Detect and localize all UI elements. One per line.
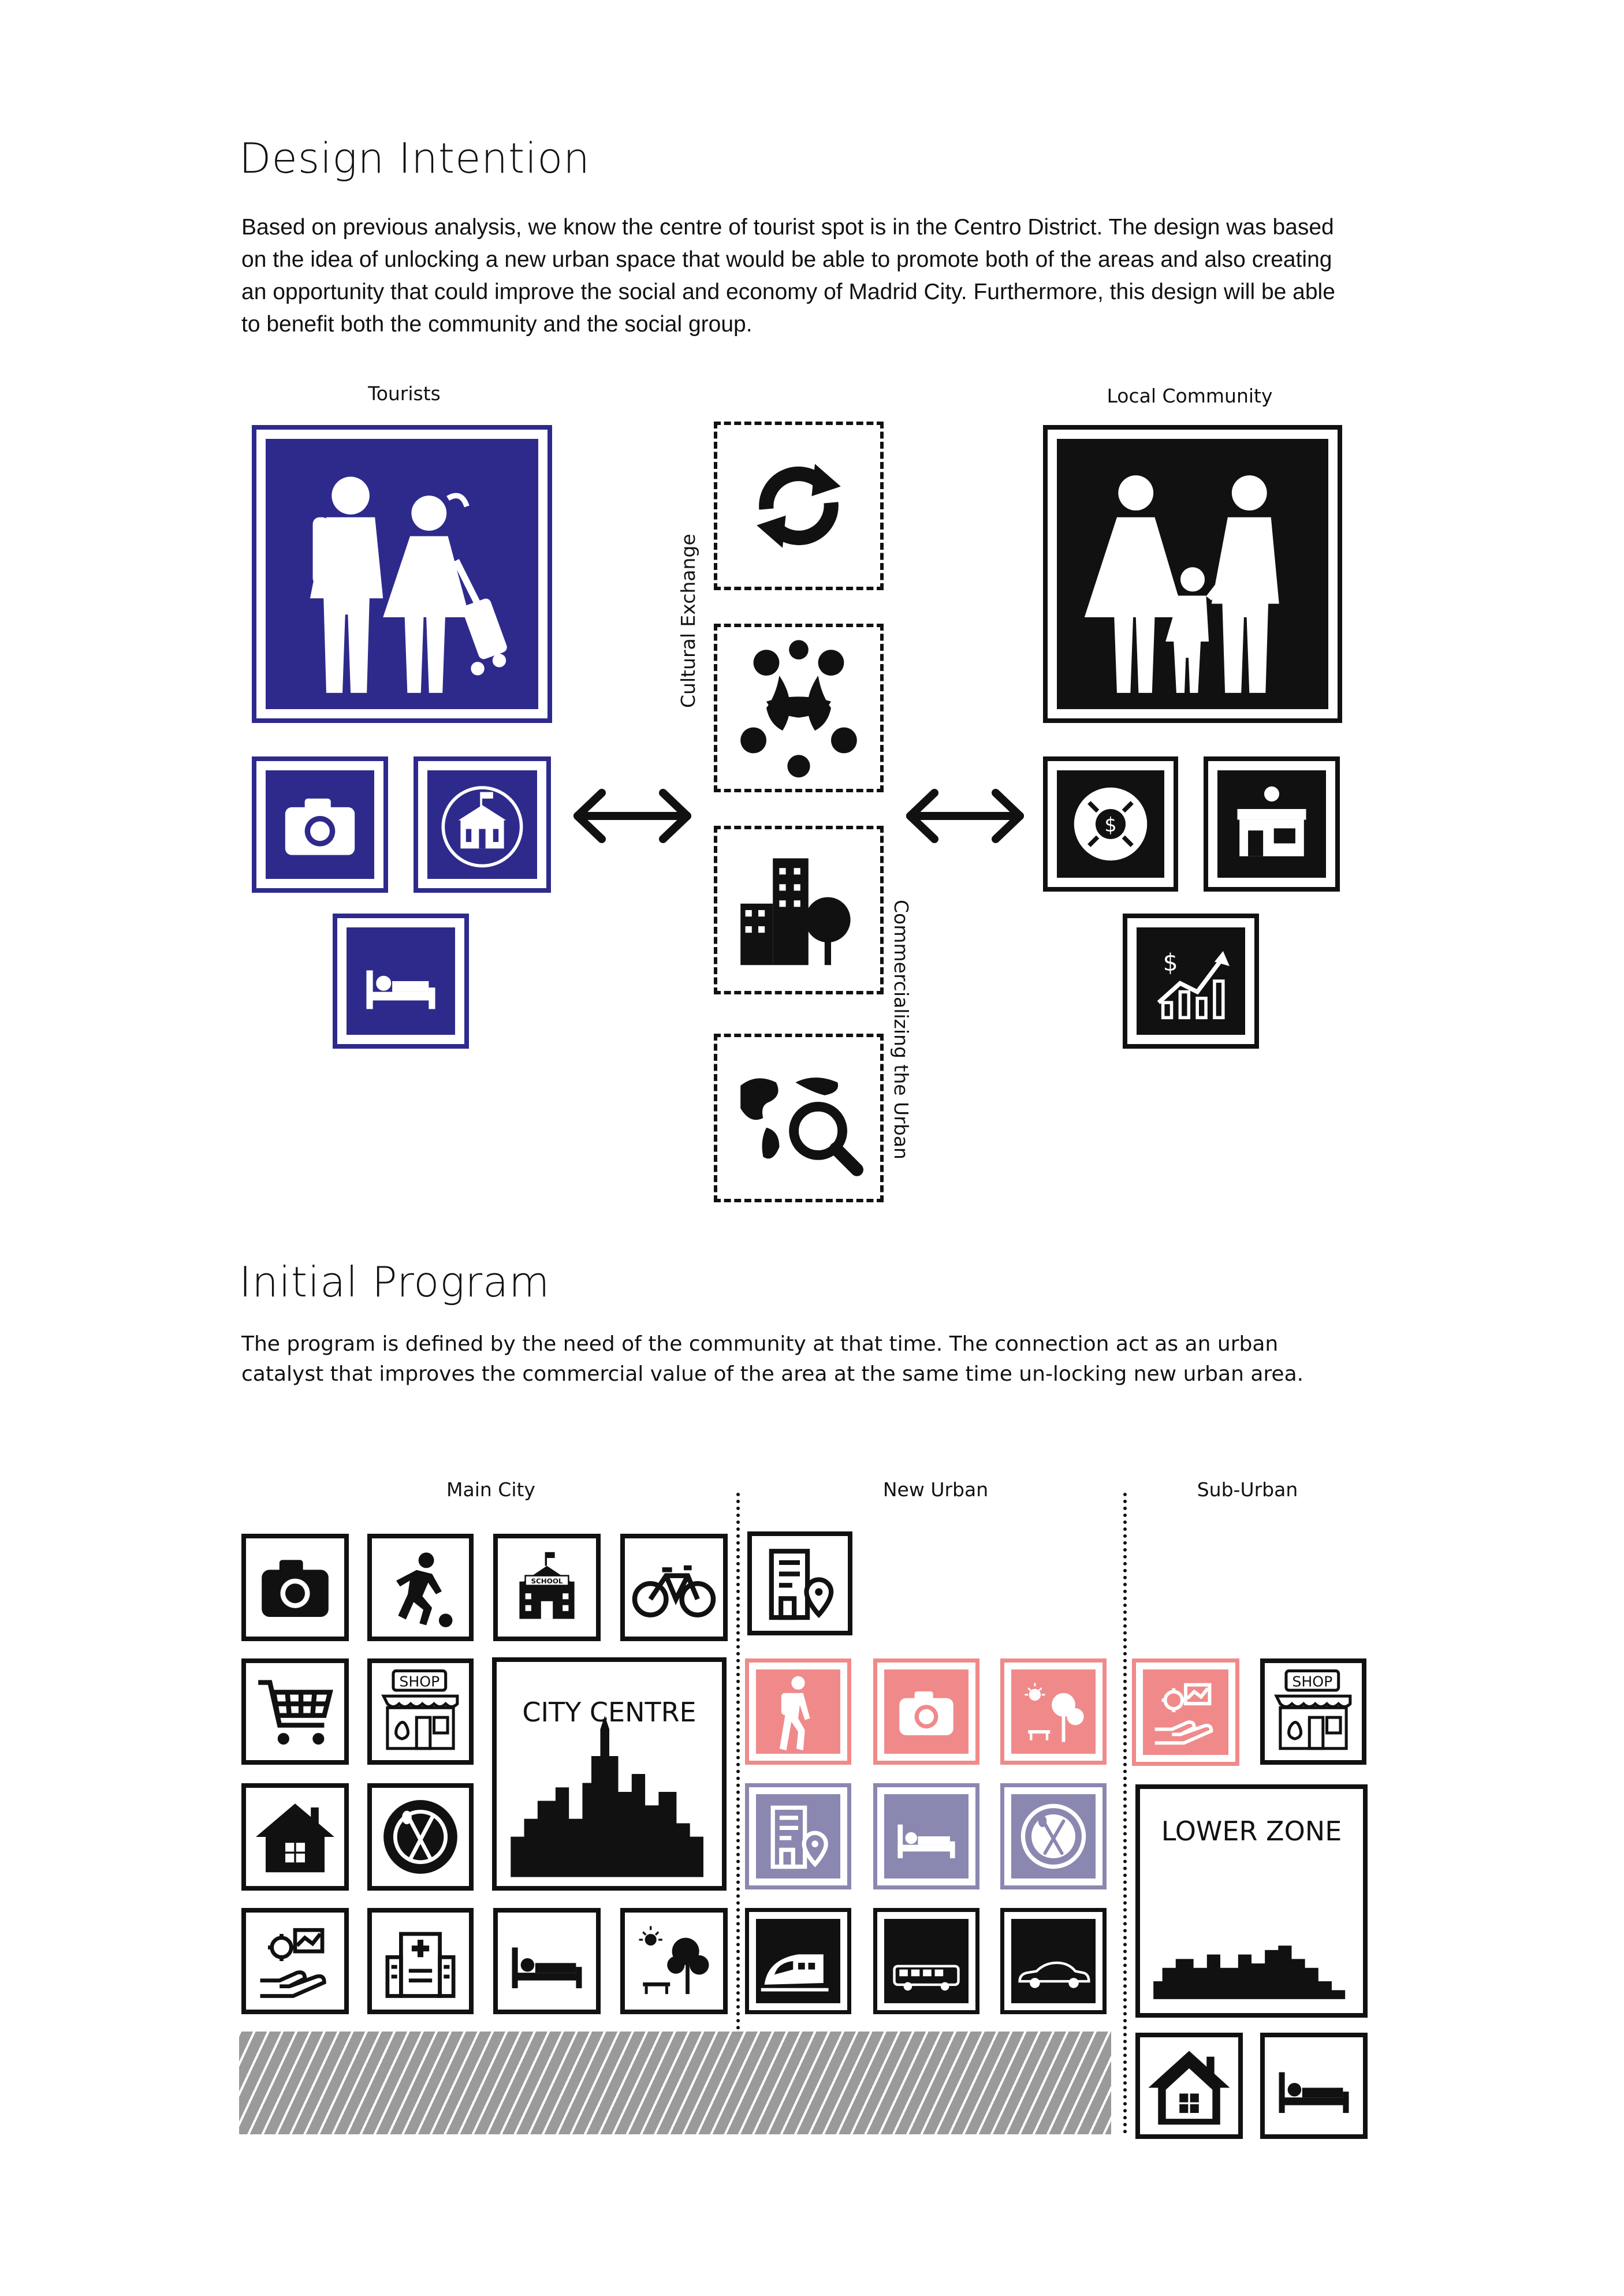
- restaurant-icon: [1000, 1783, 1107, 1889]
- hiker-icon: [745, 1658, 851, 1765]
- school-icon: [493, 1534, 601, 1641]
- zone-new-urban-label: New Urban: [882, 1478, 989, 1501]
- car-icon: [1000, 1908, 1107, 2014]
- park-icon: [620, 1908, 728, 2014]
- design-intention-paragraph: Based on previous analysis, we know the centre of tourist spot is in the Centro District. The design was based on the idea of unlocking a new urban space that would be able to promote both of the areas and also creating an opportunity that could improve the social and economy of Madrid City. Furthermore, this design will be able to benefit both the community and the social group.: [241, 215, 1335, 337]
- left-double-arrow-icon: [566, 784, 699, 848]
- hotel-bed-icon: [333, 914, 469, 1049]
- palace-icon: [414, 756, 551, 893]
- svg-text:$: $: [1163, 948, 1178, 976]
- house-icon: [1135, 2033, 1243, 2139]
- low-skyline-icon: [1140, 1789, 1363, 2013]
- camera-icon: [873, 1658, 979, 1765]
- growth-chart-icon: [1123, 914, 1259, 1049]
- city-centre-tile: [492, 1657, 727, 1891]
- svg-text:$: $: [1104, 814, 1117, 837]
- zone-sub-urban-label: Sub-Urban: [1197, 1478, 1298, 1501]
- family-icon: [1043, 425, 1342, 723]
- hotel-bed-icon: [493, 1908, 601, 2014]
- lower-zone-tile: [1135, 1784, 1368, 2018]
- right-double-arrow-icon: [899, 784, 1031, 848]
- hospital-icon: [367, 1908, 474, 2014]
- tourists-label: Tourists: [368, 382, 441, 405]
- initial-program-paragraph: The program is defined by the need of the community at that time. The connection act as an urban catalyst that improves the commercial value of the area at the same time un-locking new urban area.: [241, 1332, 1304, 1386]
- shop-sign-icon: [1260, 1658, 1366, 1765]
- restaurant-icon: [367, 1783, 474, 1891]
- zone-divider-right: [1123, 1493, 1127, 2134]
- camera-icon: [241, 1534, 349, 1641]
- house-icon: [241, 1783, 349, 1891]
- skyline-icon: [497, 1662, 722, 1886]
- hotel-bed-icon: [873, 1783, 979, 1889]
- money-flow-icon: [1043, 756, 1178, 892]
- cultural-exchange-label: Cultural Exchange: [677, 534, 699, 708]
- design-intention-title: Design Intention: [239, 134, 590, 182]
- commercializing-label: Commercializing the Urban: [890, 900, 912, 1160]
- city-centre-label: CITY CENTRE: [522, 1697, 696, 1728]
- tourists-icon: [252, 425, 552, 723]
- development-hand-icon: [1132, 1658, 1239, 1766]
- svg-text:SCHOOL: SCHOOL: [531, 1577, 563, 1586]
- building-location-icon: [745, 1783, 851, 1889]
- camera-icon: [252, 756, 388, 893]
- development-hand-icon: [241, 1908, 349, 2014]
- shop-icon: [1204, 756, 1340, 892]
- building-location-icon: [747, 1531, 852, 1635]
- park-icon: [1000, 1658, 1107, 1765]
- hotel-bed-icon: [1260, 2033, 1368, 2139]
- zone-main-city-label: Main City: [446, 1478, 535, 1501]
- community-people-icon: [714, 624, 884, 792]
- ground-hatch: [239, 2032, 1111, 2134]
- city-tree-icon: [714, 826, 884, 994]
- football-player-icon: [367, 1534, 474, 1641]
- bicycle-icon: [620, 1534, 728, 1641]
- lower-zone-label: LOWER ZONE: [1161, 1816, 1342, 1847]
- svg-text:SHOP: SHOP: [399, 1673, 440, 1690]
- initial-program-title: Initial Program: [239, 1258, 550, 1306]
- train-icon: [745, 1908, 851, 2014]
- svg-text:SHOP: SHOP: [1292, 1673, 1333, 1690]
- shop-sign-icon: [367, 1658, 474, 1765]
- local-community-label: Local Community: [1107, 385, 1273, 407]
- shopping-cart-icon: [241, 1658, 349, 1765]
- refresh-cycle-icon: [714, 422, 884, 590]
- bus-icon: [873, 1908, 979, 2014]
- world-search-icon: [714, 1034, 884, 1202]
